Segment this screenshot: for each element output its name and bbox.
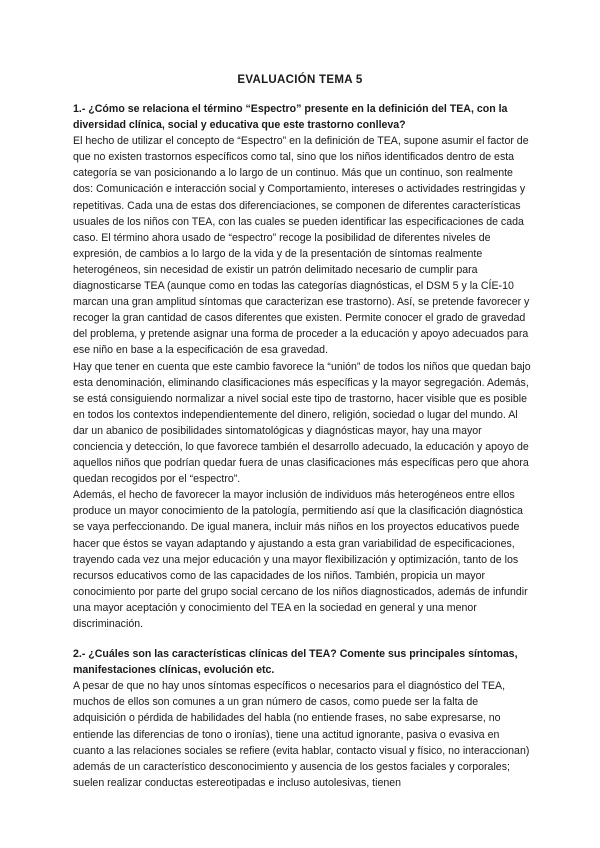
document-body [73, 101, 533, 791]
document-title: EVALUACIÓN TEMA 5 [237, 74, 363, 86]
answer-1-paragraph-1: El hecho de utilizar el concepto de “Espectro” en la definición de TEA, supone asumir el factor de que no existen trastornos específicos como tal, sino que los niños identificados dentro de esta categoría se van posicionando a lo largo de un continuo. Más que un continuo, son realmente dos: Comunicación e interacción social y Comportamiento, intereses o actividades restringidas y repetitivas. Cada una de estas dos diferenciaciones, se componen de diferentes características usuales de los niños con TEA, con las cuales se pueden identificar las especificaciones de cada caso. El término ahora usado de “espectro” recoge la posibilidad de diferentes niveles de expresión, de cambios a lo largo de la vida y de la presentación de síntomas realmente heterogéneos, sin necesidad de existir un patrón delimitado necesario de cumplir para diagnosticarse TEA (aunque como en todas las categorías diagnósticas, el DSM 5 y la CÍE-10 marcan una gran amplitud síntomas que caracterizan ese trastorno). Así, se pretende favorecer y recoger la gran cantidad de casos diferentes que existen. Permite conocer el grado de gravedad del problema, y pretende asignar una forma de proceder a la educación y apoyo adecuados para ese niño en base a la especificación de esa gravedad. [73, 135, 530, 357]
answer-1-paragraph-2: Hay que tener en cuenta que este cambio favorece la “unión” de todos los niños que quedan bajo esta denominación, eliminando clasificaciones más específicas y la mayor segregación. Además, se está consiguiendo normalizar a nivel social este tipo de trastorno, hacer visible que es posible en todos los contextos independientemente del dinero, religión, sociedad o lugar del mundo. Al dar un abanico de posibilidades sintomatológicas y diagnósticas mayor, hay una mayor conciencia y detección, lo que favorece también el desarrollo adecuado, la educación y apoyo de aquellos niños que podrían quedar fuera de unas clasificaciones más específicas pero que ahora quedan recogidos por el “espectro”. [73, 360, 531, 486]
section-2 [73, 646, 533, 791]
question-2: 2.- ¿Cuáles son las características clínicas del TEA? Comente sus principales síntomas, manifestaciones clínicas, evolución etc. [73, 648, 518, 677]
question-1: 1.- ¿Cómo se relaciona el término “Espectro” presente en la definición del TEA, con la diversidad clínica, social y educativa que este trastorno conlleva? [73, 103, 508, 132]
answer-1-paragraph-3: Además, el hecho de favorecer la mayor inclusión de individuos más heterogéneos entre ellos produce un mayor conocimiento de la patología, permitiendo así que la clasificación diagnóstica se vaya perfeccionando. De igual manera, incluir más niños en los proyectos educativos puede hacer que éstos se vayan adaptando y ajustando a esta gran variabilidad de especificaciones, trayendo cada vez una mejor educación y una mayor flexibilización y optimización, tanto de los recursos educativos como de las capacidades de los niños. También, propicia un mayor conocimiento por parte del grupo social cercano de los niños diagnosticados, además de infundir una mayor aceptación y conocimiento del TEA en la sociedad en general y una menor discriminación. [73, 489, 528, 630]
section-1 [73, 101, 533, 632]
answer-2-paragraph-1: A pesar de que no hay unos síntomas específicos o necesarios para el diagnóstico del TEA, muchos de ellos son comunes a un gran número de casos, como puede ser la falta de adquisición o pérdida de habilidades del habla (no entiende frases, no sabe expresarse, no entiende las diferencias de tono o ironías), tiene una actitud ignorante, pasiva o evasiva en cuanto a las relaciones sociales se refiere (evita hablar, contacto visual y físico, no interaccionan) además de un característico desconocimiento y ausencia de los gestos faciales y corporales; suelen realizar conductas estereotipadas e incluso autolesivas, tienen [73, 680, 530, 789]
